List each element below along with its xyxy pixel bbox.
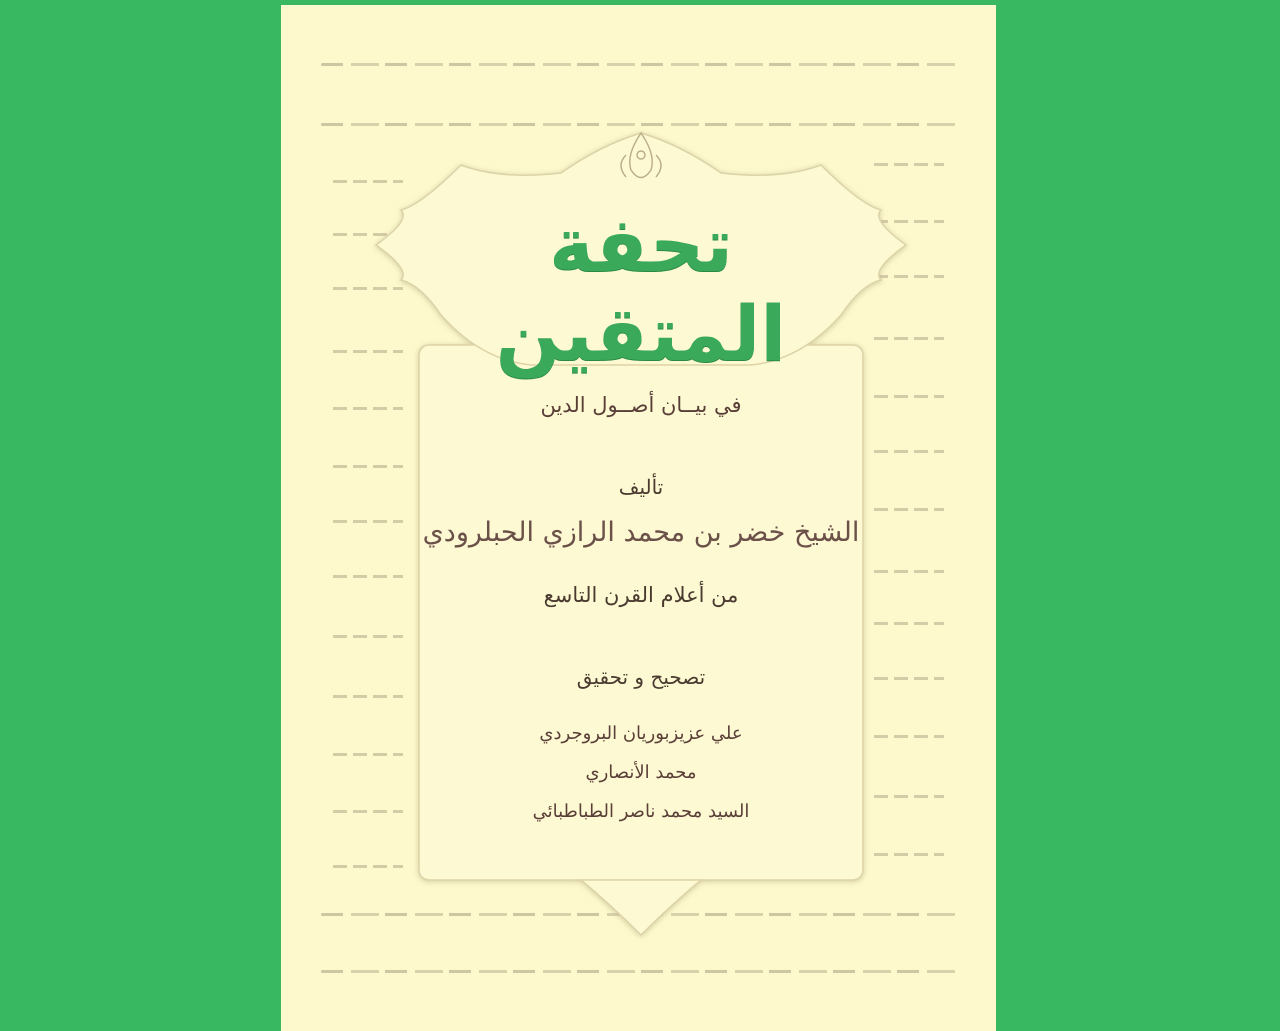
book-subtitle: في بيــان أصــول الدين xyxy=(540,393,742,417)
book-title: تحفة المتقين xyxy=(495,200,787,378)
book-cover xyxy=(281,5,996,1031)
author-name: الشيخ خضر بن محمد الرازي الحبلرودي xyxy=(422,517,860,548)
editing-label: تصحيح و تحقيق xyxy=(576,665,706,689)
editor-name: محمد الأنصاري xyxy=(585,762,697,783)
authorship-label: تأليف xyxy=(618,475,664,499)
author-era: من أعلام القرن التاسع xyxy=(543,583,739,607)
editor-name: السيد محمد ناصر الطباطبائي xyxy=(532,801,750,822)
editor-name: علي عزيزبوريان البروجردي xyxy=(539,723,743,744)
